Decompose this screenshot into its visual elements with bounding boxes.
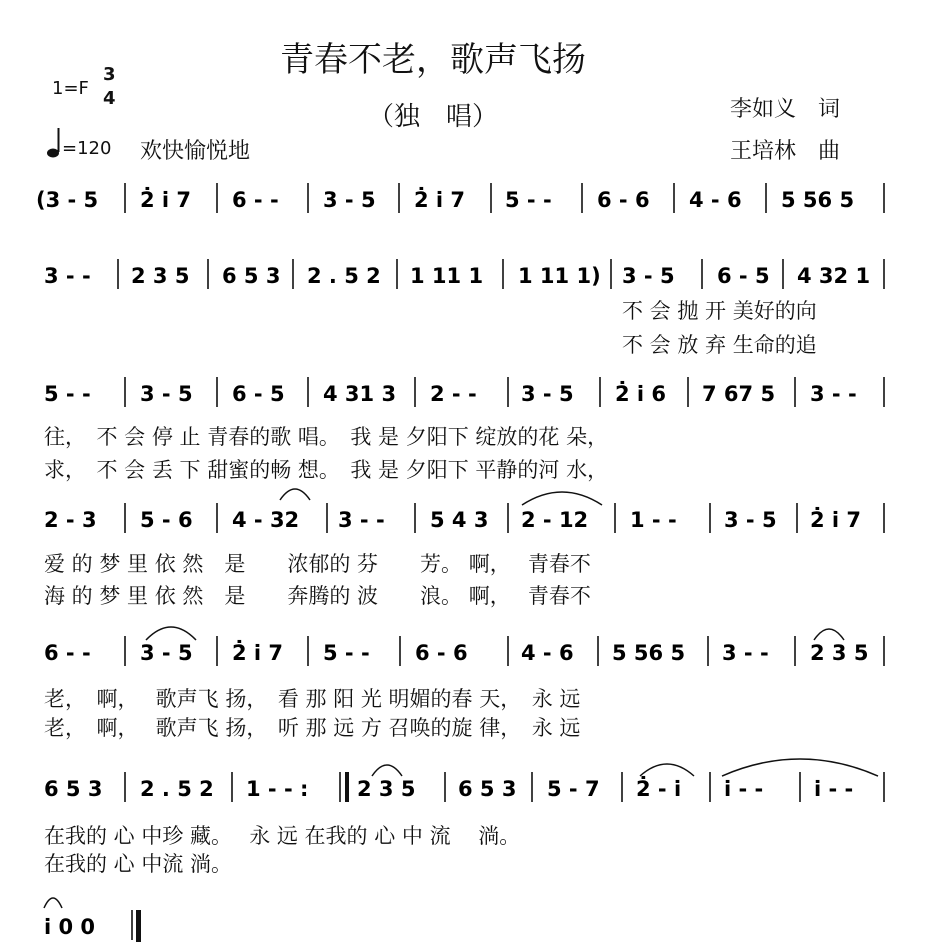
lyric-s5-v2: 老， 啊， 歌声飞 扬， 听 那 远 方 召唤的旋 律， 永 远 — [44, 716, 581, 740]
measure-s2-2: 2 3 5 — [131, 264, 190, 288]
key-signature: 1=F — [52, 78, 89, 99]
thick-bar-line — [136, 910, 141, 942]
measure-s5-5: 6 - 6 — [415, 641, 468, 665]
measure-s5-9: 2 3 5 — [810, 641, 869, 665]
lyric-s2-v1: 不 会 抛 开 美好的向 — [622, 299, 817, 323]
measure-s3-9: 3 - - — [810, 382, 857, 406]
measure-s3-7: 2̇ i̇ 6 — [615, 382, 667, 406]
measure-s1-6: 5 - - — [505, 188, 552, 212]
slur-mark — [522, 492, 602, 505]
measure-s3-5: 2 - - — [430, 382, 477, 406]
tempo-marking: =120 — [62, 138, 112, 159]
measure-s3-1: 5 - - — [44, 382, 91, 406]
measure-s2-7: 3 - 5 — [622, 264, 675, 288]
measure-s6-8: i̇ - - — [724, 777, 764, 801]
thick-bar-line — [345, 772, 349, 802]
time-signature-top: 3 — [103, 64, 116, 85]
measure-s5-4: 5 - - — [323, 641, 370, 665]
measure-s3-4: 4 31 3 — [323, 382, 397, 406]
measure-s1-4: 3 - 5 — [323, 188, 376, 212]
slur-mark — [814, 629, 844, 640]
measure-s1-5: 2̇ i̇ 7 — [414, 188, 466, 212]
measure-s5-6: 4 - 6 — [521, 641, 574, 665]
measure-s6-4: 2 3 5 — [357, 777, 416, 801]
measure-s3-3: 6 - 5 — [232, 382, 285, 406]
measure-s4-3: 4 - 32 — [232, 508, 300, 532]
measure-s6-3: 1 - - : — [246, 777, 309, 801]
measure-s3-2: 3 - 5 — [140, 382, 193, 406]
lyric-s3-v2: 求， 不 会 丢 下 甜蜜的畅 想。 我 是 夕阳下 平静的河 水， — [44, 458, 609, 482]
measure-s2-1: 3 - - — [44, 264, 91, 288]
measure-s3-8: 7 67 5 — [702, 382, 776, 406]
lyricist-credit: 李如义 词 — [730, 97, 841, 122]
measure-s6-2: 2 . 5 2 — [140, 777, 214, 801]
measure-s4-1: 2 - 3 — [44, 508, 97, 532]
measure-s5-3: 2̇ i̇ 7 — [232, 641, 284, 665]
time-signature-bottom: 4 — [103, 88, 116, 109]
measure-s6-9: i̇ - - — [814, 777, 854, 801]
slur-mark — [372, 765, 402, 776]
measure-s1-3: 6 - - — [232, 188, 279, 212]
measure-s2-3: 6 5 3 — [222, 264, 281, 288]
measure-s4-2: 5 - 6 — [140, 508, 193, 532]
slur-mark — [146, 627, 196, 640]
measure-s5-7: 5 56 5 — [612, 641, 686, 665]
measure-s2-4: 2 . 5 2 — [307, 264, 381, 288]
measure-s2-5: 1 11 1 — [410, 264, 484, 288]
measure-s4-4: 3 - - — [338, 508, 385, 532]
measure-s3-6: 3 - 5 — [521, 382, 574, 406]
composer-credit: 王培林 曲 — [730, 139, 841, 164]
measure-s2-8: 6 - 5 — [717, 264, 770, 288]
lyric-s2-v2: 不 会 放 弃 生命的追 — [622, 333, 817, 357]
measure-s4-9: 2̇ i̇ 7 — [810, 508, 862, 532]
measure-s6-1: 6 5 3 — [44, 777, 103, 801]
measure-s4-7: 1 - - — [630, 508, 677, 532]
lyric-s5-v1: 老， 啊， 歌声飞 扬， 看 那 阳 光 明媚的春 天， 永 远 — [44, 687, 581, 711]
measure-s5-1: 6 - - — [44, 641, 91, 665]
slur-mark — [280, 489, 310, 500]
lyric-s6-v2: 在我的 心 中流 淌。 — [44, 852, 233, 876]
song-title: 青春不老，歌声飞扬 — [280, 40, 586, 80]
measure-s6-6: 5 - 7 — [547, 777, 600, 801]
measure-s2-6: 1 11 1) — [518, 264, 601, 288]
lyric-s4-v1: 爱 的 梦 里 依 然 是 浓郁的 芬 芳。 啊， 青春不 — [44, 552, 591, 576]
expression-marking: 欢快愉悦地 — [140, 139, 251, 164]
slur-mark — [640, 764, 694, 776]
measure-s6-5: 6 5 3 — [458, 777, 517, 801]
measure-s4-8: 3 - 5 — [724, 508, 777, 532]
measure-s1-7: 6 - 6 — [597, 188, 650, 212]
measure-s7-1: i̇ 0 0 — [44, 915, 96, 939]
measure-s5-8: 3 - - — [722, 641, 769, 665]
measure-s2-9: 4 32 1 — [797, 264, 871, 288]
measure-s1-1: (3 - 5 — [36, 188, 99, 212]
measure-s4-5: 5 4 3 — [430, 508, 489, 532]
measure-s1-2: 2̇ i̇ 7 — [140, 188, 192, 212]
quarter-note-icon — [47, 128, 59, 158]
measure-s1-8: 4 - 6 — [689, 188, 742, 212]
lyric-s4-v2: 海 的 梦 里 依 然 是 奔腾的 波 浪。 啊， 青春不 — [44, 584, 591, 608]
measure-s6-7: 2̇ - i̇ — [636, 777, 682, 801]
measure-s1-9: 5 56 5 — [781, 188, 855, 212]
measure-s5-2: 3 - 5 — [140, 641, 193, 665]
lyric-s3-v1: 往， 不 会 停 止 青春的歌 唱。 我 是 夕阳下 绽放的花 朵， — [44, 425, 609, 449]
slur-mark — [44, 898, 62, 908]
song-subtitle: （独 唱） — [368, 102, 499, 132]
measure-s4-6: 2 - 12 — [521, 508, 589, 532]
lyric-s6-v1: 在我的 心 中珍 藏。 永 远 在我的 心 中 流 淌。 — [44, 824, 521, 848]
